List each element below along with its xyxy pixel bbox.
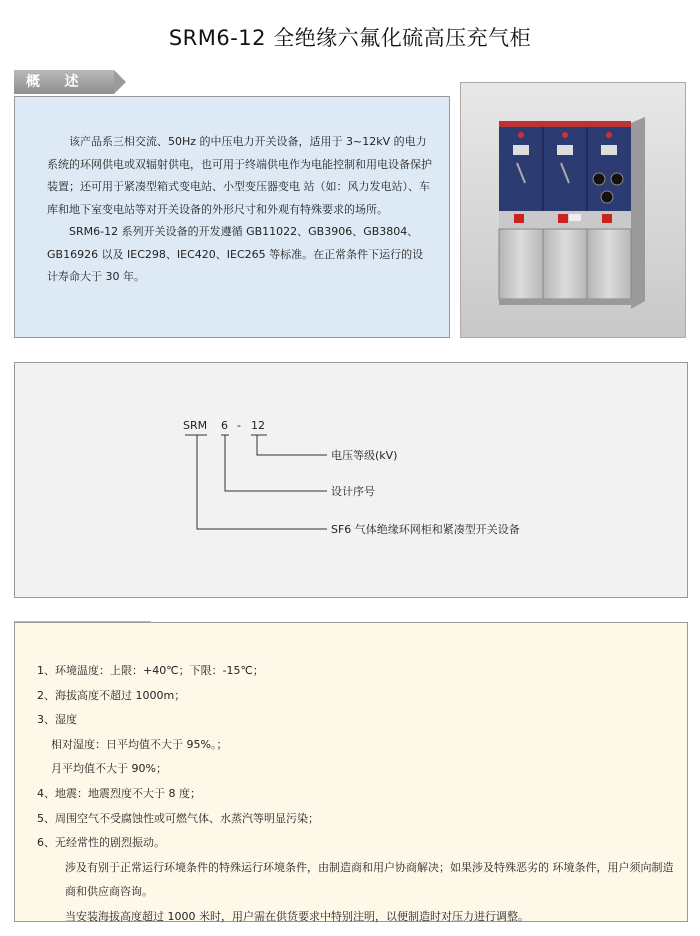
env-item-6: 6、无经常性的剧烈振动。 (37, 836, 165, 850)
meaning-design-number: 设计序号 (331, 485, 375, 498)
env-item-5: 5、周围空气不受腐蚀性或可燃气体、水蒸汽等明显污染； (37, 811, 319, 825)
code-6: 6 (221, 419, 228, 432)
env-item-2: 2、海拔高度不超过 1000m； (37, 688, 186, 702)
code-12: 12 (251, 419, 265, 432)
page-title: SRM6-12 全绝缘六氟化硫高压充气柜 (168, 26, 532, 50)
model-panel (14, 362, 688, 598)
overview-panel (14, 96, 450, 338)
overview-paragraph-1: 该产品系三相交流、50Hz 的中压电力开关设备，适用于 3~12kV 的电力系统的环网供电或双辐射供电，也可用于终端供电作为电能控制和用电设备保护装置；还可用于紧凑型箱式变电站、小型变压器变电 站（如：风力发电站）、车库和地下室变电站等对开关设备的外形尺寸和外观有特殊要求的场所。 (47, 135, 432, 216)
env-note-2: 当安装海拔高度超过 1000 米时，用户需在供货要求中特别注明，以便制造时对压力进行调整。 (65, 909, 529, 923)
meaning-srm: SF6 气体绝缘环网柜和紧凑型开关设备 (331, 523, 520, 536)
env-note-1: 涉及有别于正常运行环境条件的特殊运行环境条件，由制造商和用户协商解决；如果涉及特殊恶劣的 环境条件，用户须向制造商和供应商咨询。 (65, 860, 674, 899)
model-code-diagram (15, 363, 687, 597)
meaning-voltage: 电压等级(kV) (331, 449, 398, 462)
code-dash: - (237, 419, 241, 432)
product-photo (460, 82, 686, 338)
env-panel (14, 622, 688, 922)
env-item-3a: 相对湿度：日平均值不大于 95%。； (51, 737, 228, 751)
overview-paragraph-2: SRM6-12 系列开关设备的开发遵循 GB11022、GB3906、GB3804、GB16926 以及 IEC298、IEC420、IEC265 等标准。在正常条件下运行的设计寿命大于 30 年。 (47, 225, 424, 283)
env-item-3b: 月平均值不大于 90%； (51, 762, 167, 776)
env-item-4: 4、地震：地震烈度不大于 8 度； (37, 786, 201, 800)
switchgear-cabinet-image (461, 83, 685, 337)
env-item-3: 3、湿度 (37, 713, 77, 727)
env-item-1: 1、环境温度：上限：+40℃；下限：-15℃； (37, 664, 264, 677)
code-srm: SRM (183, 419, 208, 432)
overview-heading: 概 述 (14, 70, 114, 94)
